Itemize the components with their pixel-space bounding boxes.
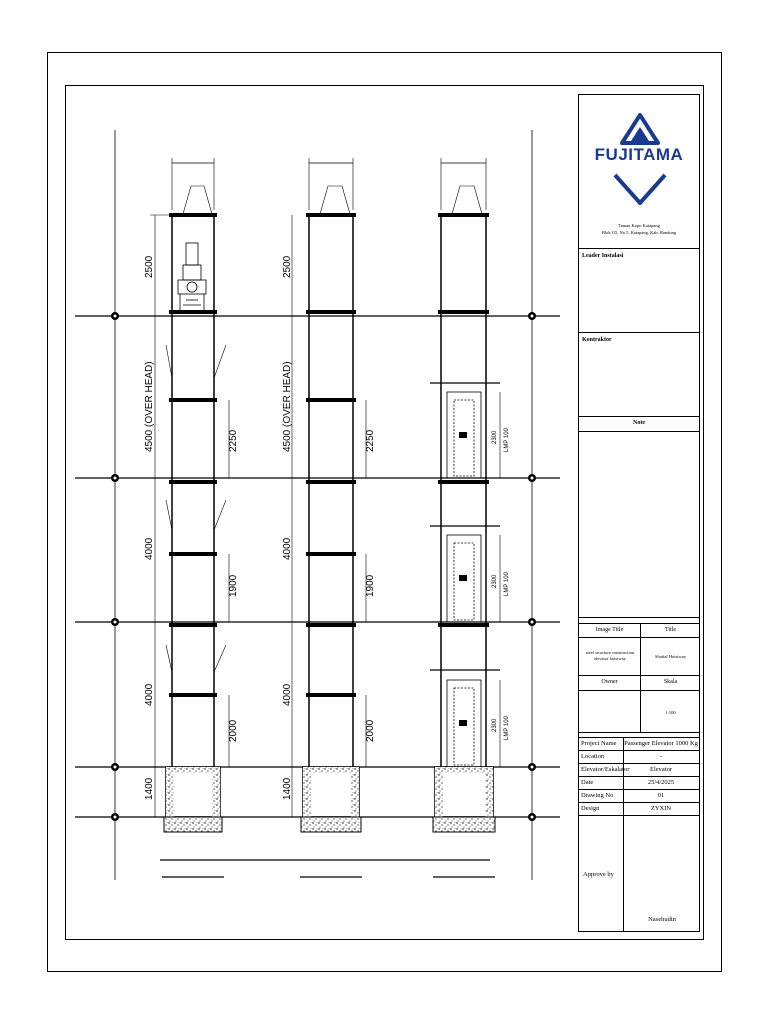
dim-door-lmp-2: LMP 100 xyxy=(504,572,510,596)
traction-machine-sketch xyxy=(178,243,206,312)
contractor-box xyxy=(579,333,699,417)
company-address-2: Blok G5, No.5, Katapang, Kab. Bandung xyxy=(601,230,677,235)
owner-header-row xyxy=(579,676,699,691)
image-title-header-row xyxy=(579,623,699,638)
info-row-design: Design ZYXIN xyxy=(579,803,699,816)
contractor-label: Kontraktor xyxy=(582,337,612,343)
image-title-header: Image Title xyxy=(595,627,624,633)
note-label: Note xyxy=(633,420,645,426)
approve-box xyxy=(579,828,699,931)
owner-value-row xyxy=(579,691,699,733)
info-row-date: Date 25/4/2025 xyxy=(579,777,699,790)
info-row-location: Location - xyxy=(579,751,699,764)
dim-top-shaft2: 2500 xyxy=(282,255,293,278)
scale-value: 1:100 xyxy=(665,710,676,715)
dim-door-height-2: 2300 xyxy=(492,574,498,588)
project-info-table xyxy=(579,737,699,830)
dim-floor-shaft1-b: 4000 xyxy=(144,683,155,706)
dim-overhead-shaft2: 4500 (OVER HEAD) xyxy=(282,361,293,452)
info-row-project: Project Name Passenger Elevator 1000 Kg xyxy=(579,738,699,751)
dim-2250-shaft2: 2250 xyxy=(365,429,376,452)
dim-floor-shaft2-b: 4000 xyxy=(282,683,293,706)
dim-floor-shaft2-a: 4000 xyxy=(282,537,293,560)
approver-name: Nasehudin xyxy=(648,916,676,923)
dim-pit-shaft1: 1400 xyxy=(144,777,155,800)
dim-1900-shaft2: 1900 xyxy=(365,574,376,597)
image-title-value: steel structure construction elevator hoistway xyxy=(585,650,635,661)
note-box xyxy=(579,432,699,618)
dim-door-height-1: 2300 xyxy=(492,430,498,444)
dim-2000-shaft1: 2000 xyxy=(228,719,239,742)
dim-1900-shaft1: 1900 xyxy=(228,574,239,597)
scale-header: Skala xyxy=(663,679,678,685)
dim-2250-shaft1: 2250 xyxy=(228,429,239,452)
title-header: Title xyxy=(664,627,677,633)
company-name: FUJITAMA xyxy=(594,145,684,164)
owner-header: Owner xyxy=(601,679,618,685)
info-row-drawing-no: Drawing No 01 xyxy=(579,790,699,803)
title-value: Shaftal Hoistway xyxy=(654,654,687,659)
dim-door-height-3: 2300 xyxy=(492,718,498,732)
shaft-3 xyxy=(430,158,500,817)
company-address-1: Taman Kopo Katapang xyxy=(618,223,660,228)
dim-door-lmp-1: LMP 100 xyxy=(504,428,510,452)
company-header xyxy=(579,95,699,249)
image-title-value-row xyxy=(579,638,699,676)
shaft-1 xyxy=(150,158,229,817)
approve-label: Approve by xyxy=(583,871,614,878)
note-header xyxy=(579,417,699,432)
dim-overhead-shaft1: 4500 (OVER HEAD) xyxy=(144,361,155,452)
shaft-2 xyxy=(292,158,366,817)
dim-floor-shaft1-a: 4000 xyxy=(144,537,155,560)
leader-box xyxy=(579,249,699,333)
title-block xyxy=(578,94,700,932)
leader-label: Leader Instalasi xyxy=(582,253,624,259)
dim-top-shaft1: 2500 xyxy=(144,255,155,278)
dim-2000-shaft2: 2000 xyxy=(365,719,376,742)
dim-door-lmp-3: LMP 100 xyxy=(504,716,510,740)
dim-pit-shaft2: 1400 xyxy=(282,777,293,800)
hoistway-elevation-drawing xyxy=(66,86,576,938)
info-row-type: Elevator/Eskalator Elevator xyxy=(579,764,699,777)
